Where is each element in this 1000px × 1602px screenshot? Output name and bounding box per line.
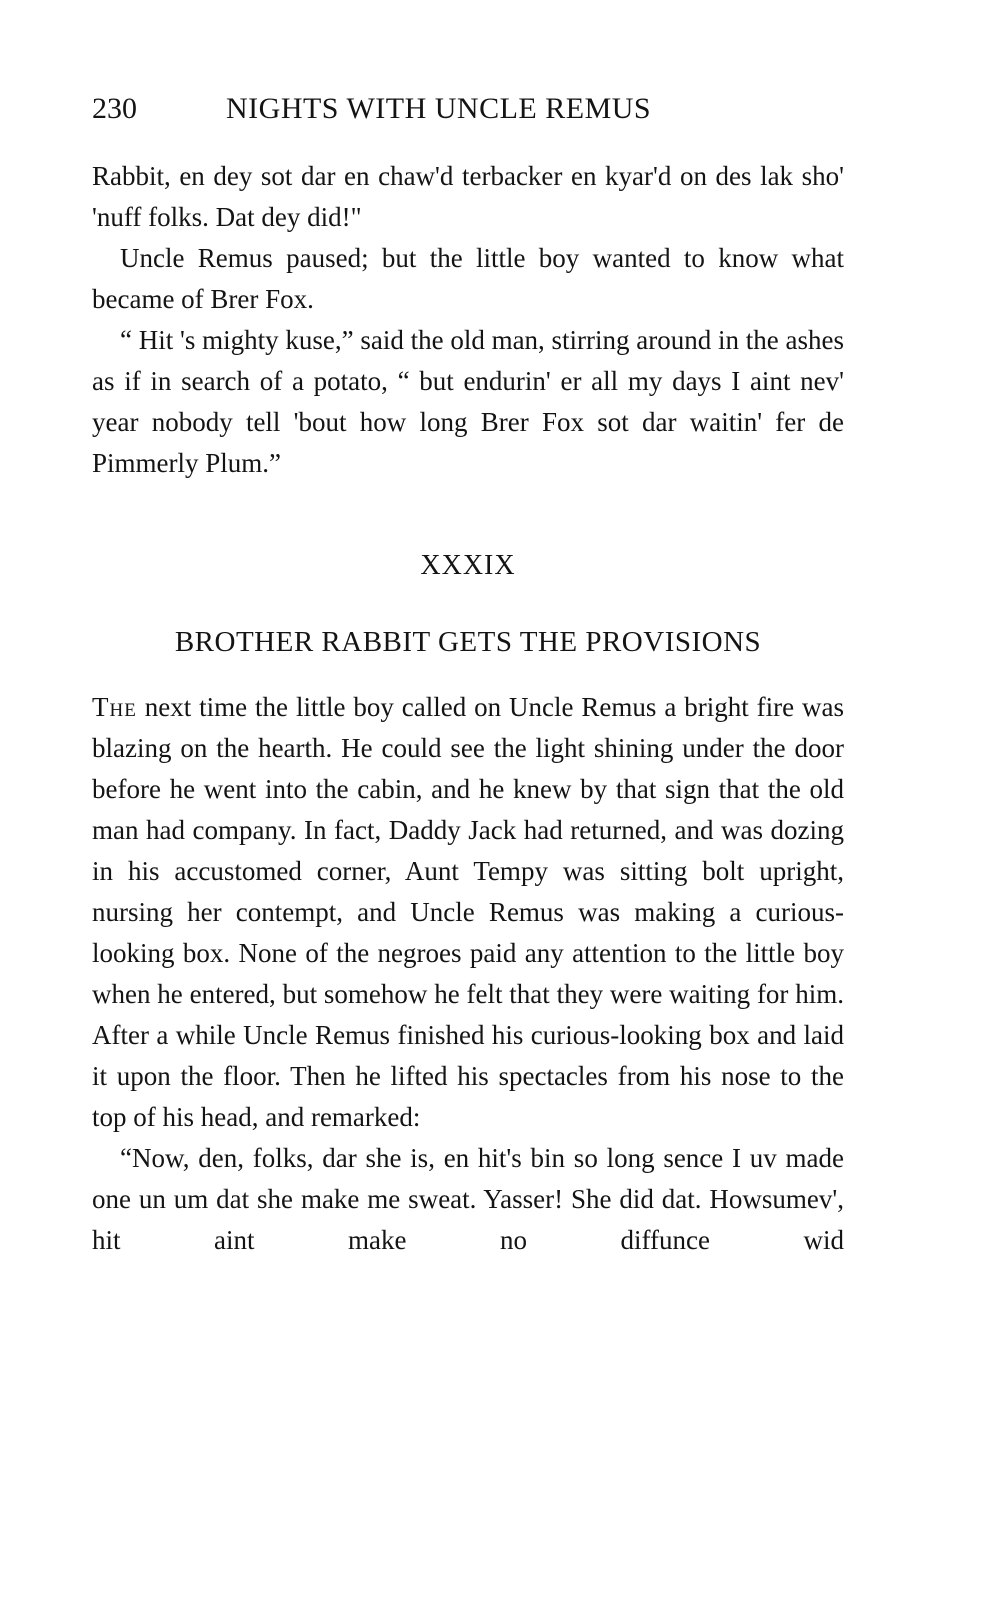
chapter-number: XXXIX — [420, 550, 516, 581]
paragraph-hits-mighty-kuse: “ Hit 's mighty kuse,” said the old man, stirring around in the ashes as if in search of a potato, “ but endurin' er all my days I aint nev' year nobody tell 'bout how long Brer Fox sot dar waitin' fer de Pimmerly Plum.” — [92, 325, 844, 478]
chapter-title: BROTHER RABBIT GETS THE PROVISIONS — [174, 626, 762, 658]
page-number: 230 — [92, 92, 137, 125]
paragraph-uncle-remus-paused: Uncle Remus paused; but the little boy wanted to know what became of Brer Fox. — [92, 243, 844, 314]
paragraph-now-den-folks: “Now, den, folks, dar she is, en hit's bin so long sence I uv made one un um dat she make me sweat. Yasser! She did dat. Howsumev', hit aint make no diffunce wid — [92, 1143, 844, 1255]
chapter-body — [92, 687, 844, 1261]
opening-word: The — [92, 692, 137, 722]
paragraph-opening — [92, 687, 844, 1138]
running-head: NIGHTS WITH UNCLE REMUS — [226, 92, 652, 125]
book-page — [92, 84, 844, 1261]
paragraph-continuation: Rabbit, en dey sot dar en chaw'd terbacker en kyar'd on des lak sho' 'nuff folks. Dat dey did!" — [92, 161, 844, 232]
page-header — [92, 84, 844, 134]
opening-paragraph-text: next time the little boy called on Uncle Remus a bright fire was blazing on the hearth. He could see the light shining under the door before he went into the cabin, and he knew by that sign that the old man had company. In fact, Daddy Jack had returned, and was dozing in his accustomed corner, Aunt Tempy was sitting bolt upright, nursing her contempt, and Uncle Remus was making a curious-looking box. None of the negroes paid any attention to the little boy when he entered, but somehow he felt that they were waiting for him. After a while Uncle Remus finished his curious-looking box and laid it upon the floor. Then he lifted his spectacles from his nose to the top of his head, and remarked: — [92, 692, 845, 1132]
previous-chapter-ending — [92, 156, 844, 484]
